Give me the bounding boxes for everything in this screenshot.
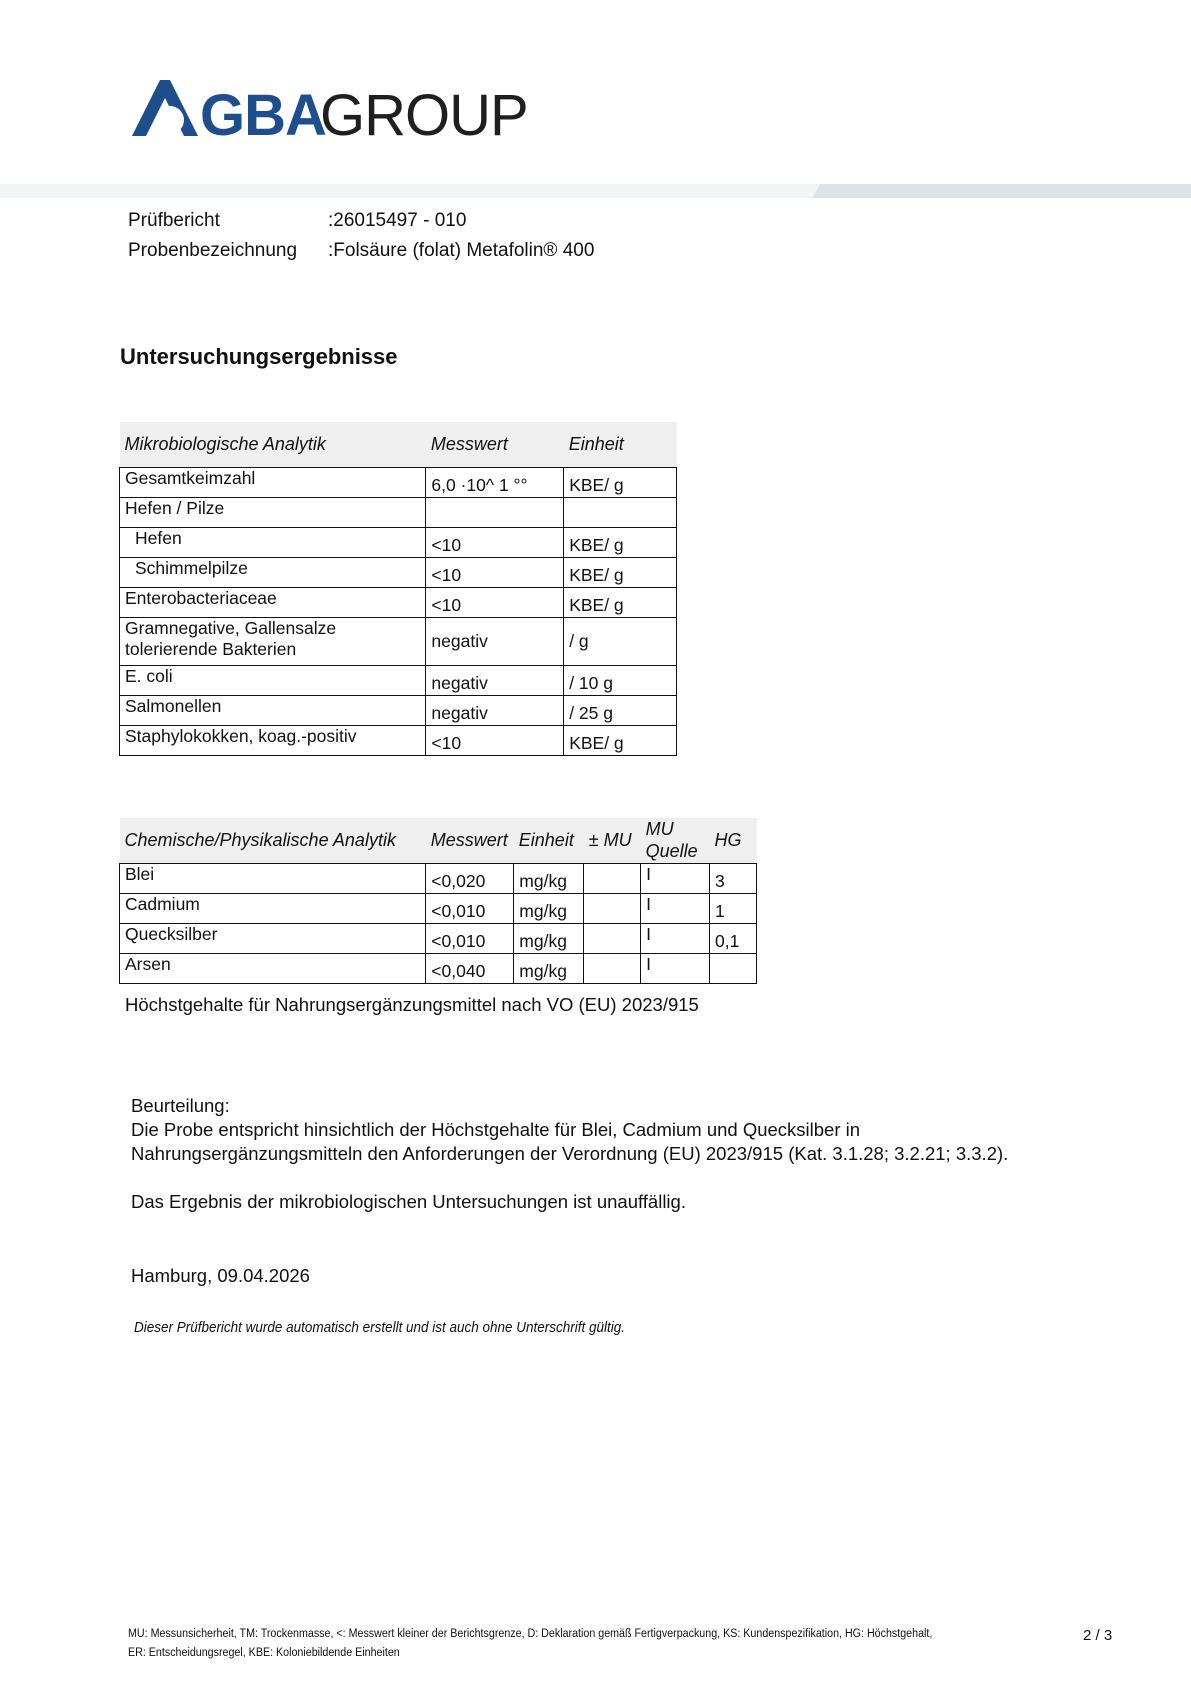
analysis-name: E. coli: [120, 665, 426, 695]
analysis-name-line1: Gramnegative, Gallensalze: [125, 617, 337, 638]
analysis-name-line2: tolerierende Bakterien: [125, 638, 297, 659]
measured-value: <10: [426, 725, 564, 755]
measured-value: <0,010: [426, 923, 514, 953]
analysis-name: [120, 617, 426, 665]
assessment-title: Beurteilung:: [131, 1095, 230, 1116]
unit: KBE/ g: [564, 725, 677, 755]
max-level: 3: [710, 863, 757, 893]
analysis-name: Arsen: [120, 953, 426, 983]
analysis-name: Enterobacteriaceae: [120, 587, 426, 617]
mu-source: I: [641, 893, 710, 923]
assessment-line-3: Das Ergebnis der mikrobiologischen Untersuchungen ist unauffällig.: [131, 1191, 686, 1212]
col-header-value: Messwert: [426, 818, 514, 863]
measured-value: <0,040: [426, 953, 514, 983]
sample-name-label: Probenbezeichnung: [128, 240, 298, 261]
mu-source: I: [641, 923, 710, 953]
mu-value: [584, 923, 641, 953]
gba-group-logo: [130, 78, 570, 144]
chemistry-table: [119, 818, 757, 984]
assessment-line-2: Nahrungsergänzungsmitteln den Anforderungen der Verordnung (EU) 2023/915 (Kat. 3.1.28; 3.2.21; 3.3.2).: [131, 1143, 1009, 1164]
col-header-hg: HG: [710, 818, 757, 863]
analysis-name: Quecksilber: [120, 923, 426, 953]
table-row: [120, 467, 677, 497]
col-header-unit: Einheit: [514, 818, 584, 863]
header-divider-band: [0, 184, 1191, 198]
logo-brand-light: GROUP: [320, 83, 528, 144]
mu-value: [584, 863, 641, 893]
col-header-mu: ± MU: [584, 818, 641, 863]
table-row: [120, 923, 757, 953]
unit: KBE/ g: [564, 467, 677, 497]
footer-abbreviations-line-2: ER: Entscheidungsregel, KBE: Koloniebildende Einheiten: [128, 1647, 400, 1659]
table-row: [120, 893, 757, 923]
analysis-name: Salmonellen: [120, 695, 426, 725]
assessment-line-1: Die Probe entspricht hinsichtlich der Höchstgehalte für Blei, Cadmium und Quecksilber in: [131, 1119, 861, 1140]
table-row: [120, 587, 677, 617]
max-level: [710, 953, 757, 983]
max-level-note: Höchstgehalte für Nahrungsergänzungsmittel nach VO (EU) 2023/915: [125, 994, 699, 1015]
measured-value: <0,020: [426, 863, 514, 893]
table-row: [120, 527, 677, 557]
unit: / 10 g: [564, 665, 677, 695]
col-header-analysis: Chemische/Physikalische Analytik: [120, 818, 426, 863]
analysis-name: Gesamtkeimzahl: [120, 467, 426, 497]
table-row: [120, 725, 677, 755]
unit: [564, 497, 677, 527]
unit: KBE/ g: [564, 557, 677, 587]
footer-abbreviations-line-1: MU: Messunsicherheit, TM: Trockenmasse, <: Messwert kleiner der Berichtsgrenze, D: Deklaration gemäß Fertigverpackung, KS: Kundenspezifikation, HG: Höchstgehalt,: [128, 1628, 933, 1640]
microbiology-header-row: [120, 422, 677, 467]
measured-value: negativ: [426, 665, 564, 695]
unit: KBE/ g: [564, 527, 677, 557]
analysis-name: Blei: [120, 863, 426, 893]
table-row: [120, 557, 677, 587]
unit: KBE/ g: [564, 587, 677, 617]
measured-value: [426, 497, 564, 527]
measured-value: <10: [426, 527, 564, 557]
sample-name-value: :Folsäure (folat) Metafolin® 400: [328, 240, 595, 261]
measured-value: <0,010: [426, 893, 514, 923]
unit: mg/kg: [514, 863, 584, 893]
report-number-value: :26015497 - 010: [328, 210, 467, 231]
unit: mg/kg: [514, 953, 584, 983]
table-row: [120, 617, 677, 665]
auto-generated-disclaimer: Dieser Prüfbericht wurde automatisch erstellt und ist auch ohne Unterschrift gültig.: [134, 1320, 625, 1336]
col-header-mu-source-line2: Quelle: [645, 841, 698, 862]
mu-value: [584, 953, 641, 983]
unit: mg/kg: [514, 923, 584, 953]
analysis-name: Staphylokokken, koag.-positiv: [120, 725, 426, 755]
report-number-label: Prüfbericht: [128, 210, 220, 231]
measured-value: negativ: [426, 695, 564, 725]
analysis-name: Schimmelpilze: [120, 557, 426, 587]
col-header-value: Messwert: [426, 422, 564, 467]
table-row: [120, 953, 757, 983]
max-level: 1: [710, 893, 757, 923]
logo-brand-bold: GBA: [200, 83, 326, 144]
place-date: Hamburg, 09.04.2026: [131, 1265, 310, 1286]
gba-logo-mark-icon: [132, 80, 198, 136]
col-header-mu-source: [641, 818, 710, 863]
measured-value: <10: [426, 557, 564, 587]
table-row: [120, 695, 677, 725]
analysis-name: Hefen / Pilze: [120, 497, 426, 527]
results-heading: Untersuchungsergebnisse: [120, 344, 398, 369]
unit: / g: [564, 617, 677, 665]
measured-value: <10: [426, 587, 564, 617]
mu-source: I: [641, 863, 710, 893]
col-header-mu-source-line1: MU: [645, 819, 674, 840]
measured-value: 6,0 ·10^ 1 °°: [426, 467, 564, 497]
analysis-name: Cadmium: [120, 893, 426, 923]
table-row: [120, 497, 677, 527]
max-level: 0,1: [710, 923, 757, 953]
analysis-name: Hefen: [120, 527, 426, 557]
col-header-unit: Einheit: [564, 422, 677, 467]
unit: mg/kg: [514, 893, 584, 923]
mu-value: [584, 893, 641, 923]
table-row: [120, 863, 757, 893]
page-number: 2 / 3: [1083, 1627, 1113, 1644]
table-row: [120, 665, 677, 695]
mu-source: I: [641, 953, 710, 983]
unit: / 25 g: [564, 695, 677, 725]
col-header-analysis: Mikrobiologische Analytik: [120, 422, 426, 467]
measured-value: negativ: [426, 617, 564, 665]
chemistry-header-row: [120, 818, 757, 863]
microbiology-table: [119, 422, 677, 756]
